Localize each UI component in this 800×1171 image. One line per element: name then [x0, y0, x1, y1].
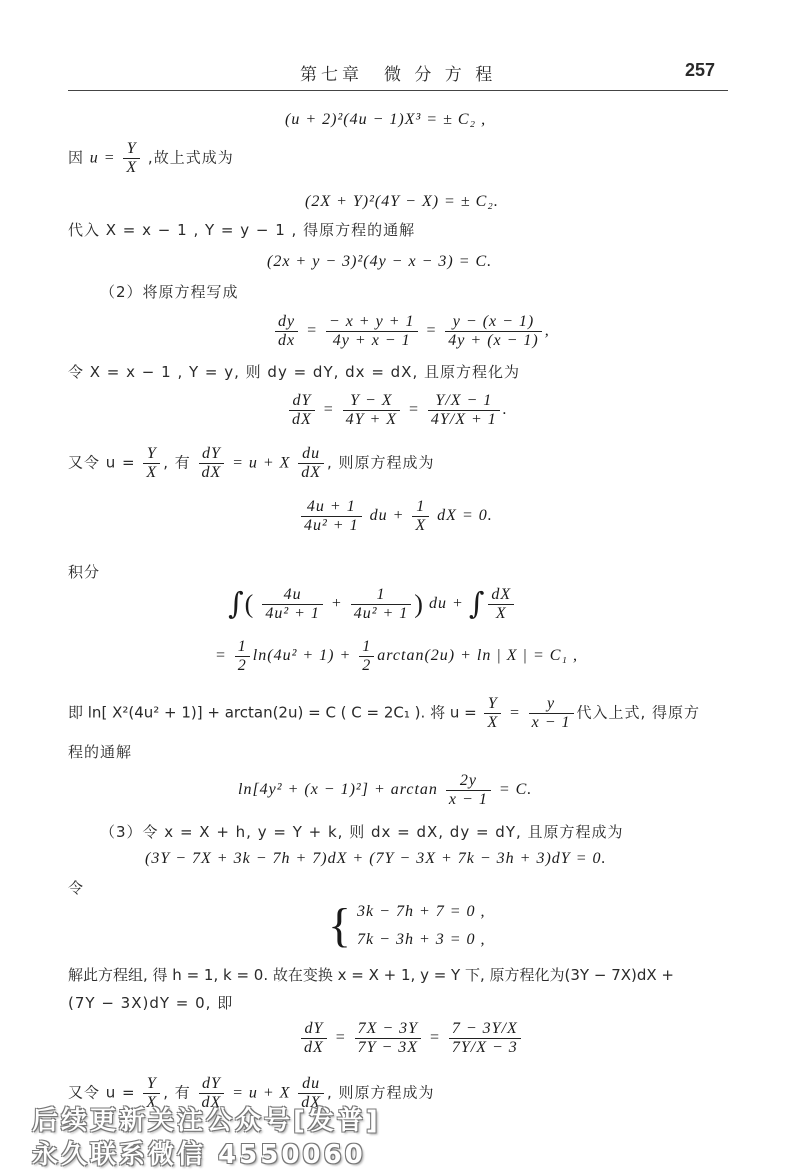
equation-11: $\frac{dY}{dX}$ = $\frac{7X - 3Y}{7Y - 3X}$ = $\frac{7 - 3Y/X}{7Y/X - 3}$ [298, 1020, 524, 1057]
equation-1: (u + 2)²(4u − 1)X³ = ± C₂ , [285, 111, 487, 128]
fraction: $\frac{Y}{X}$ [123, 140, 140, 177]
equation-4: $\frac{dy}{dx}$ = $\frac{- x + y + 1}{4y + x - 1}$ = $\frac{y - (x - 1)}{4y + (x - 1)}$ , [272, 313, 550, 350]
chapter-title: 第七章 微 分 方 程 [300, 65, 497, 85]
watermark-line-2: 永久联系微信 4550060 [32, 1140, 366, 1170]
watermark-line-1: 后续更新关注公众号[发普] [32, 1106, 381, 1136]
text-line-8: 程的通解 [68, 743, 133, 761]
equation-8: = $\frac{1}{2}$ ln(4u² + 1) + $\frac{1}{2}$ arctan(2u) + ln | X | = C₁ , [215, 638, 578, 674]
equation-5: $\frac{dY}{dX}$ = $\frac{Y - X}{4Y + X}$ = $\frac{Y/X - 1}{4Y/X + 1}$ . [286, 392, 508, 429]
text-line-2: 代入 X = x − 1 , Y = y − 1 , 得原方程的通解 [68, 221, 416, 239]
equation-2: (2X + Y)²(4Y − X) = ± C₂. [305, 193, 499, 210]
equation-7: ∫( $\frac{4u}{\text{4u² + 1}}$ + $\frac{1}{\text{4u² + 1}}$ ) du + ∫ $\frac{dX}{X}$ [228, 586, 517, 623]
text-line-12: (7Y − 3X)dY = 0, 即 [68, 994, 234, 1012]
header-rule [68, 90, 728, 91]
text-line-3: （2）将原方程写成 [100, 283, 239, 301]
text-line-13: 又令 u = $\frac{Y}{X}$ , 有 $\frac{dY}{dX}$ = u + X $\frac{du}{dX}$ , 则原方程成为 [68, 1075, 435, 1111]
equation-9: ln[4y² + (x − 1)²] + arctan $\frac{2y}{x - 1}$ = C. [238, 772, 533, 808]
equation-3: (2x + y − 3)²(4y − x − 3) = C. [267, 253, 493, 270]
text-line-9: （3）令 x = X + h, y = Y + k, 则 dx = dX, dy = dY, 且原方程成为 [100, 823, 624, 841]
text-line-4: 令 X = x − 1 , Y = y, 则 dy = dY, dx = dX, 且原方程化为 [68, 363, 520, 381]
equation-6: $\frac{4u + 1}{\text{4u² + 1}}$ du + $\frac{1}{X}$ dX = 0. [298, 498, 493, 535]
page-number: 257 [685, 60, 716, 80]
text-line-10: 令 [68, 879, 85, 897]
text-line-1: 因 u = $\frac{Y}{X}$ ,故上式成为 [68, 140, 234, 176]
text-line-11: 解此方程组, 得 h = 1, k = 0. 故在变换 x = X + 1, y = Y 下, 原方程化为(3Y − 7X)dX + [68, 966, 674, 984]
text-line-5: 又令 u = $\frac{Y}{X}$ , 有 $\frac{dY}{dX}$ = u + X $\frac{du}{dX}$ , 则原方程成为 [68, 445, 435, 481]
equation-10: (3Y − 7X + 3k − 7h + 7)dX + (7Y − 3X + 7k − 3h + 3)dY = 0. [145, 850, 607, 867]
equation-system: { 3k − 7h + 7 = 0 , 7k − 3h + 3 = 0 , [328, 899, 486, 952]
text-line-7: 即 ln[ X²(4u² + 1)] + arctan(2u) = C ( C = 2C₁ ). 将 u = $\frac{Y}{X}$ = $\frac{y}{x - 1}$ 代入上式, 得原方 [68, 695, 701, 731]
text-line-6: 积分 [68, 563, 101, 581]
